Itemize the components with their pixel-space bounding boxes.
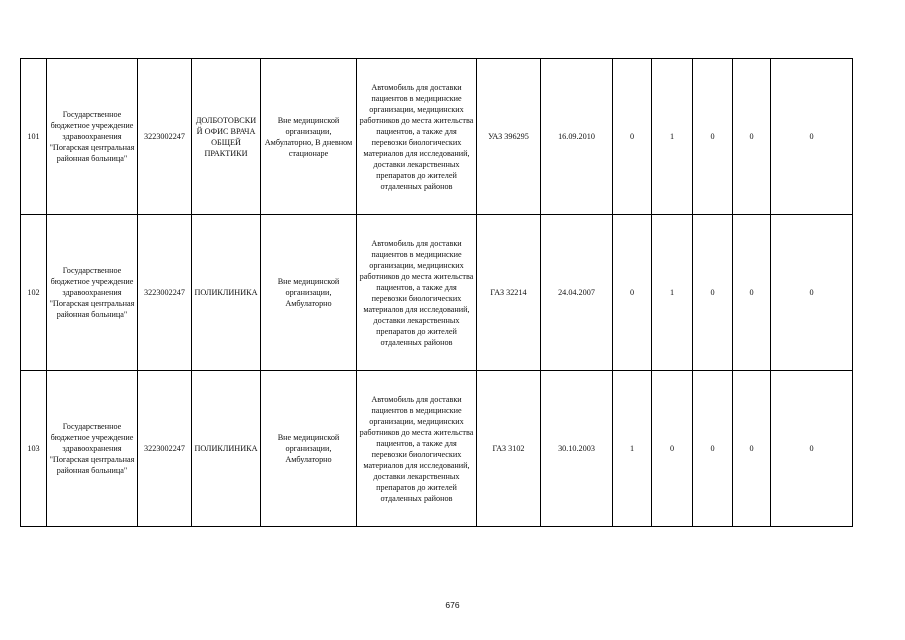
care-type-cell: Вне медицинской организации, Амбулаторно, В дневном стационаре (261, 59, 357, 215)
value-cell-1: 1 (613, 371, 652, 527)
table-row (21, 59, 853, 215)
division-cell: ДОЛБОТОВСКИЙ ОФИС ВРАЧА ОБЩЕЙ ПРАКТИКИ (192, 59, 261, 215)
vehicle-registry-table (20, 58, 853, 527)
value-cell-5: 0 (771, 59, 853, 215)
organization-name: Государственное бюджетное учреждение здравоохранения "Погарская центральная районная больница" (47, 371, 138, 527)
value-cell-2: 1 (652, 215, 693, 371)
purpose-cell: Автомобиль для доставки пациентов в медицинские организации, медицинских работников до места жительства пациентов, а также для перевозки биологических материалов для исследований, доставки лекарственных препаратов до жителей отдаленных районов (357, 59, 477, 215)
row-number: 101 (21, 59, 47, 215)
table-row (21, 371, 853, 527)
vehicle-model-cell: ГАЗ 32214 (477, 215, 541, 371)
vehicle-model-cell: УАЗ 396295 (477, 59, 541, 215)
date-cell: 30.10.2003 (541, 371, 613, 527)
value-cell-1: 0 (613, 215, 652, 371)
value-cell-2: 1 (652, 59, 693, 215)
row-number: 103 (21, 371, 47, 527)
organization-name: Государственное бюджетное учреждение здравоохранения "Погарская центральная районная больница" (47, 215, 138, 371)
value-cell-3: 0 (693, 59, 733, 215)
date-cell: 16.09.2010 (541, 59, 613, 215)
care-type-cell: Вне медицинской организации, Амбулаторно (261, 371, 357, 527)
value-cell-1: 0 (613, 59, 652, 215)
division-cell: ПОЛИКЛИНИКА (192, 371, 261, 527)
inn-cell: 3223002247 (138, 371, 192, 527)
purpose-cell: Автомобиль для доставки пациентов в медицинские организации, медицинских работников до места жительства пациентов, а также для перевозки биологических материалов для исследований, доставки лекарственных препаратов до жителей отдаленных районов (357, 371, 477, 527)
date-cell: 24.04.2007 (541, 215, 613, 371)
division-cell: ПОЛИКЛИНИКА (192, 215, 261, 371)
vehicle-model-cell: ГАЗ 3102 (477, 371, 541, 527)
table-row (21, 215, 853, 371)
value-cell-5: 0 (771, 215, 853, 371)
inn-cell: 3223002247 (138, 59, 192, 215)
value-cell-2: 0 (652, 371, 693, 527)
value-cell-5: 0 (771, 371, 853, 527)
value-cell-3: 0 (693, 215, 733, 371)
value-cell-3: 0 (693, 371, 733, 527)
purpose-cell: Автомобиль для доставки пациентов в медицинские организации, медицинских работников до места жительства пациентов, а также для перевозки биологических материалов для исследований, доставки лекарственных препаратов до жителей отдаленных районов (357, 215, 477, 371)
inn-cell: 3223002247 (138, 215, 192, 371)
organization-name: Государственное бюджетное учреждение здравоохранения "Погарская центральная районная больница" (47, 59, 138, 215)
value-cell-4: 0 (733, 59, 771, 215)
care-type-cell: Вне медицинской организации, Амбулаторно (261, 215, 357, 371)
page-number: 676 (445, 600, 460, 610)
value-cell-4: 0 (733, 371, 771, 527)
row-number: 102 (21, 215, 47, 371)
value-cell-4: 0 (733, 215, 771, 371)
